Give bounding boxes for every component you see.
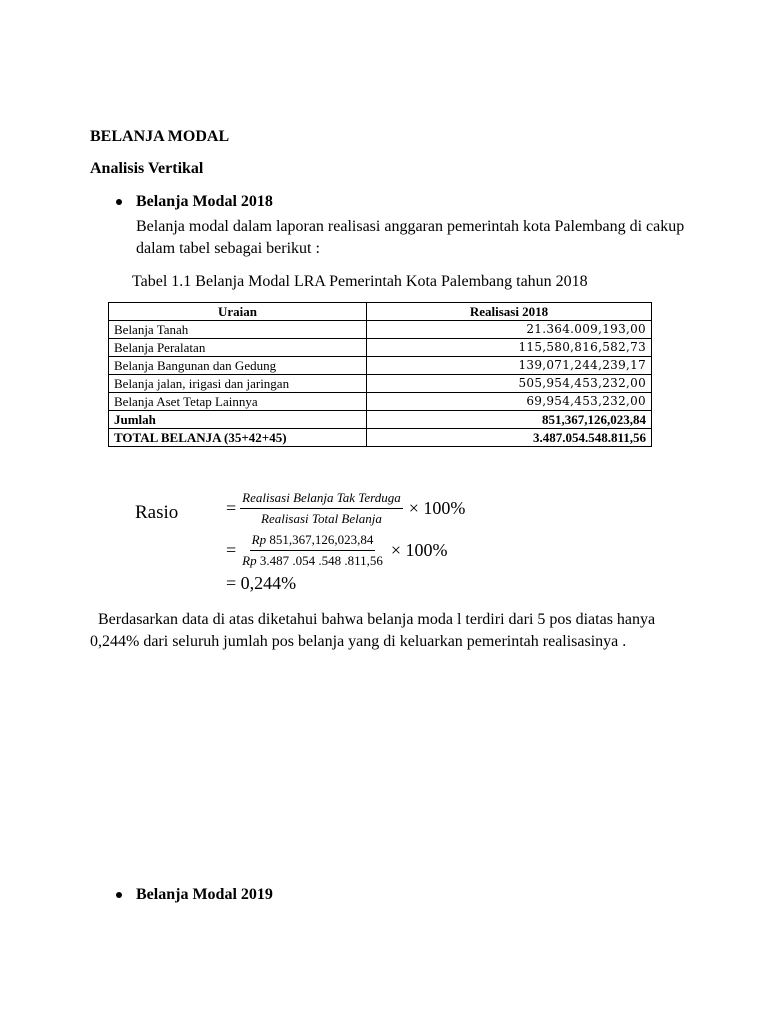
bullet-icon	[116, 199, 122, 205]
conclusion-paragraph	[90, 609, 690, 653]
bullet-icon	[116, 892, 122, 898]
table-row	[109, 321, 652, 339]
row-value: 21.364.009,193,00	[367, 321, 652, 339]
table-row	[109, 357, 652, 375]
fraction-denominator: Realisasi Total Belanja	[261, 511, 382, 526]
ratio-result: = 0,244%	[226, 573, 297, 593]
conclusion-text: Berdasarkan data di atas diketahui bahwa belanja moda l terdiri dari 5 pos diatas hanya 0,244% dari seluruh jumlah pos belanja yang di keluarkan pemerintah realisasinya .	[90, 611, 656, 650]
row-value: 69,954,453,232,00	[367, 393, 652, 411]
row-value: 505,954,453,232,00	[367, 375, 652, 393]
row-label: TOTAL BELANJA (35+42+45)	[109, 429, 367, 447]
table-header-row	[109, 303, 652, 321]
row-value: 115,580,816,582,73	[367, 339, 652, 357]
currency-prefix: Rp	[242, 553, 257, 568]
belanja-modal-table	[108, 302, 652, 447]
row-label: Belanja Peralatan	[109, 339, 367, 357]
row-label: Belanja jalan, irigasi dan jaringan	[109, 375, 367, 393]
fraction-denominator	[240, 551, 385, 569]
fraction	[240, 490, 403, 527]
section-title-2018: Belanja Modal 2018	[136, 193, 273, 210]
row-value: 139,071,244,239,17	[367, 357, 652, 375]
column-header-uraian: Uraian	[109, 303, 367, 321]
denominator-value: 3.487 .054 .548 .811,56	[256, 553, 383, 568]
row-label: Belanja Aset Tetap Lainnya	[109, 393, 367, 411]
multiplier: × 100%	[408, 498, 466, 518]
table-caption: Tabel 1.1 Belanja Modal LRA Pemerintah Kota Palembang tahun 2018	[132, 273, 588, 290]
numerator-value: 851,367,126,023,84	[266, 532, 374, 547]
table-row	[109, 393, 652, 411]
currency-prefix: Rp	[251, 532, 267, 547]
equals-sign: =	[226, 540, 237, 560]
document-heading: BELANJA MODAL	[90, 128, 230, 145]
ratio-label: Rasio	[135, 502, 179, 523]
multiplier: × 100%	[390, 540, 448, 560]
table-row-total	[109, 429, 652, 447]
fraction-numerator: Realisasi Belanja Tak Terduga	[240, 490, 403, 509]
table-row	[109, 375, 652, 393]
column-header-realisasi: Realisasi 2018	[367, 303, 652, 321]
table-row	[109, 339, 652, 357]
section-title-2019: Belanja Modal 2019	[136, 886, 273, 903]
fraction	[240, 532, 385, 569]
equals-sign: =	[226, 498, 237, 518]
document-subheading: Analisis Vertikal	[90, 160, 204, 177]
row-label: Jumlah	[109, 411, 367, 429]
row-value: 851,367,126,023,84	[367, 411, 652, 429]
ratio-formula-line	[226, 490, 465, 527]
fraction-numerator	[250, 532, 376, 551]
row-label: Belanja Bangunan dan Gedung	[109, 357, 367, 375]
intro-paragraph: Belanja modal dalam laporan realisasi anggaran pemerintah kota Palembang di cakup dalam tabel sebagai berikut :	[136, 218, 685, 257]
table-row-jumlah	[109, 411, 652, 429]
ratio-values-line	[226, 532, 448, 569]
row-value: 3.487.054.548.811,56	[367, 429, 652, 447]
row-label: Belanja Tanah	[109, 321, 367, 339]
